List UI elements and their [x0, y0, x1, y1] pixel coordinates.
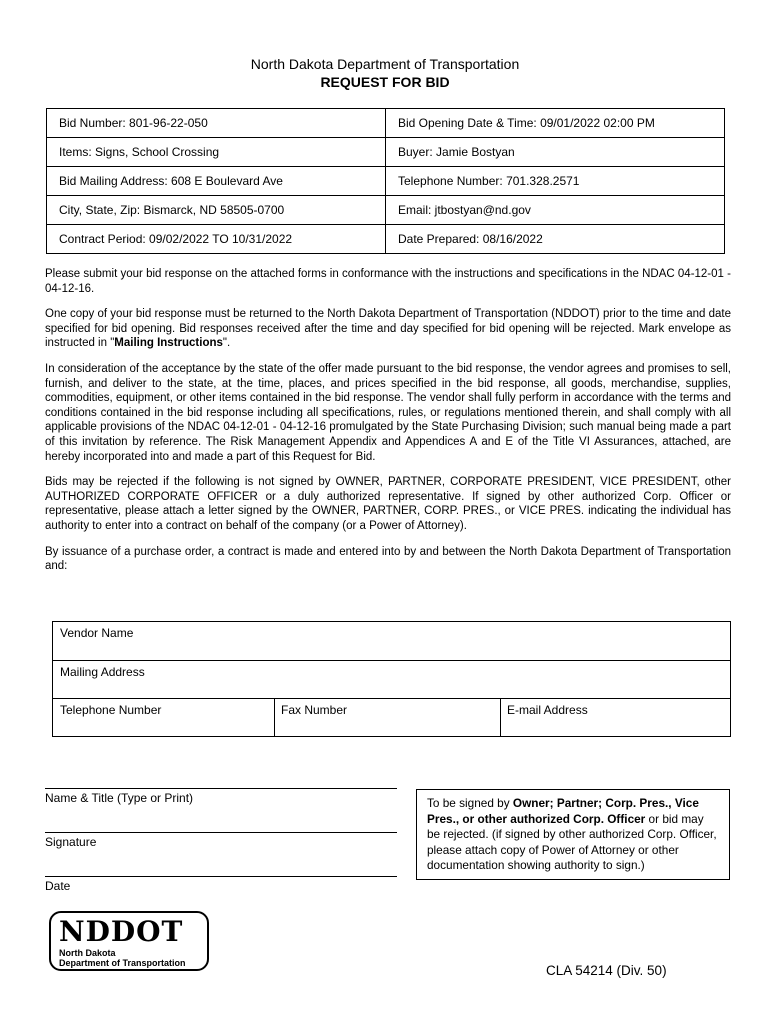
date-prepared: Date Prepared: 08/16/2022 — [386, 225, 725, 254]
logo-line-2: Department of Transportation — [59, 958, 186, 968]
bid-info-row — [47, 167, 725, 196]
signature-line[interactable] — [45, 832, 397, 833]
bid-info-row — [47, 138, 725, 167]
email-label: E-mail Address — [507, 703, 588, 717]
name-title-line[interactable] — [45, 788, 397, 789]
form-number: CLA 54214 (Div. 50) — [546, 963, 667, 978]
mailing-address-label: Mailing Address — [60, 665, 145, 679]
vendor-info-box — [52, 621, 731, 737]
contract-period: Contract Period: 09/02/2022 TO 10/31/2022 — [47, 225, 386, 254]
paragraph-contract: By issuance of a purchase order, a contract is made and entered into by and between the North Dakota Department of Transportation and: — [45, 545, 731, 573]
logo-line-1: North Dakota — [59, 948, 116, 958]
signature-label: Signature — [45, 835, 97, 849]
telephone-field[interactable] — [53, 699, 275, 737]
bid-info-row — [47, 225, 725, 254]
paragraph-submission: Please submit your bid response on the attached forms in conformance with the instructions and specifications in the NDAC 04-12-01 - 04-12-16. — [45, 268, 731, 295]
paragraph-return-copy — [45, 307, 731, 351]
contact-row — [53, 699, 730, 737]
bid-opening-date: Bid Opening Date & Time: 09/01/2022 02:00 PM — [386, 109, 725, 138]
mailing-address-field[interactable] — [53, 661, 730, 699]
paragraph-text: ". — [222, 337, 231, 350]
email-field[interactable] — [500, 699, 730, 737]
bid-info-row — [47, 196, 725, 225]
telephone-label: Telephone Number — [60, 703, 162, 717]
fax-field[interactable] — [274, 699, 501, 737]
buyer: Buyer: Jamie Bostyan — [386, 138, 725, 167]
date-line[interactable] — [45, 876, 397, 877]
paragraph-rejection: Bids may be rejected if the following is not signed by OWNER, PARTNER, CORPORATE PRESIDENT, VICE PRESIDENT, other AUTHORIZED CORPORATE OFFICER or a duly authorized representative. If signed by other authorized Corp. Officer or representative, please attach a letter signed by the OWNER, PARTNER, CORP. PRES., or VICE PRES. indicating the individual has authority to enter into a contract on behalf of the company (or a Power of Attorney). — [45, 476, 731, 532]
document-title: REQUEST FOR BID — [320, 74, 450, 90]
date-label: Date — [45, 879, 71, 893]
city-state-zip: City, State, Zip: Bismarck, ND 58505-0700 — [47, 196, 386, 225]
mailing-instructions-ref: Mailing Instructions — [114, 337, 223, 350]
paragraph-text: One copy of your bid response must be returned to the North Dakota Department of Transportation (NDDOT) prior to the time and date specified for bid opening. Bid responses received after the time and day specified for bid opening will be rejected. Mark envelope as instructed in " — [45, 308, 731, 350]
bid-info-table — [46, 108, 725, 254]
nddot-logo — [49, 911, 209, 971]
logo-subtitle — [59, 948, 186, 968]
buyer-email: Email: jtbostyan@nd.gov — [386, 196, 725, 225]
items: Items: Signs, School Crossing — [47, 138, 386, 167]
bid-number: Bid Number: 801-96-22-050 — [47, 109, 386, 138]
organization-name: North Dakota Department of Transportation — [250, 56, 520, 72]
fax-label: Fax Number — [281, 703, 348, 717]
note-text: or bid may be rejected. (if signed by other authorized Corp. Officer, please attach copy of Power of Attorney or other documentation showing authority to sign.) — [427, 811, 717, 873]
page-header — [0, 55, 770, 91]
note-authorized-signers: Owner; Partner; Corp. Pres., Vice Pres., or other authorized Corp. Officer — [427, 796, 699, 826]
logo-wordmark: NDDOT — [59, 915, 184, 948]
body-text — [45, 267, 731, 585]
note-text: To be signed by — [427, 796, 513, 810]
name-title-label: Name & Title (Type or Print) — [45, 791, 194, 805]
vendor-name-label: Vendor Name — [60, 626, 134, 640]
telephone-number: Telephone Number: 701.328.2571 — [386, 167, 725, 196]
bid-info-row — [47, 109, 725, 138]
bid-mailing-address: Bid Mailing Address: 608 E Boulevard Ave — [47, 167, 386, 196]
paragraph-consideration: In consideration of the acceptance by the state of the offer made pursuant to the bid response, the vendor agrees and promises to sell, furnish, and deliver to the state, at the time, places, and prices specified in the bid response, all goods, merchandise, supplies, commodities, equipment, or other items contained in the bid response. The vendor shall fully perform in accordance with the terms and conditions contained in the bid response including all specifications, rules, or regulations mentioned therein, and shall comply with all applicable provisions of the NDAC 04-12-01 - 04-12-16 promulgated by the State Purchasing Division; such manual being made a part of this invitation by reference. The Risk Management Appendix and Appendices A and E of the Title VI Assurances, attached, are hereby incorporated into and made a part of this Request for Bid. — [45, 362, 731, 463]
signing-requirement-note — [416, 789, 730, 880]
vendor-name-field[interactable] — [53, 622, 730, 661]
